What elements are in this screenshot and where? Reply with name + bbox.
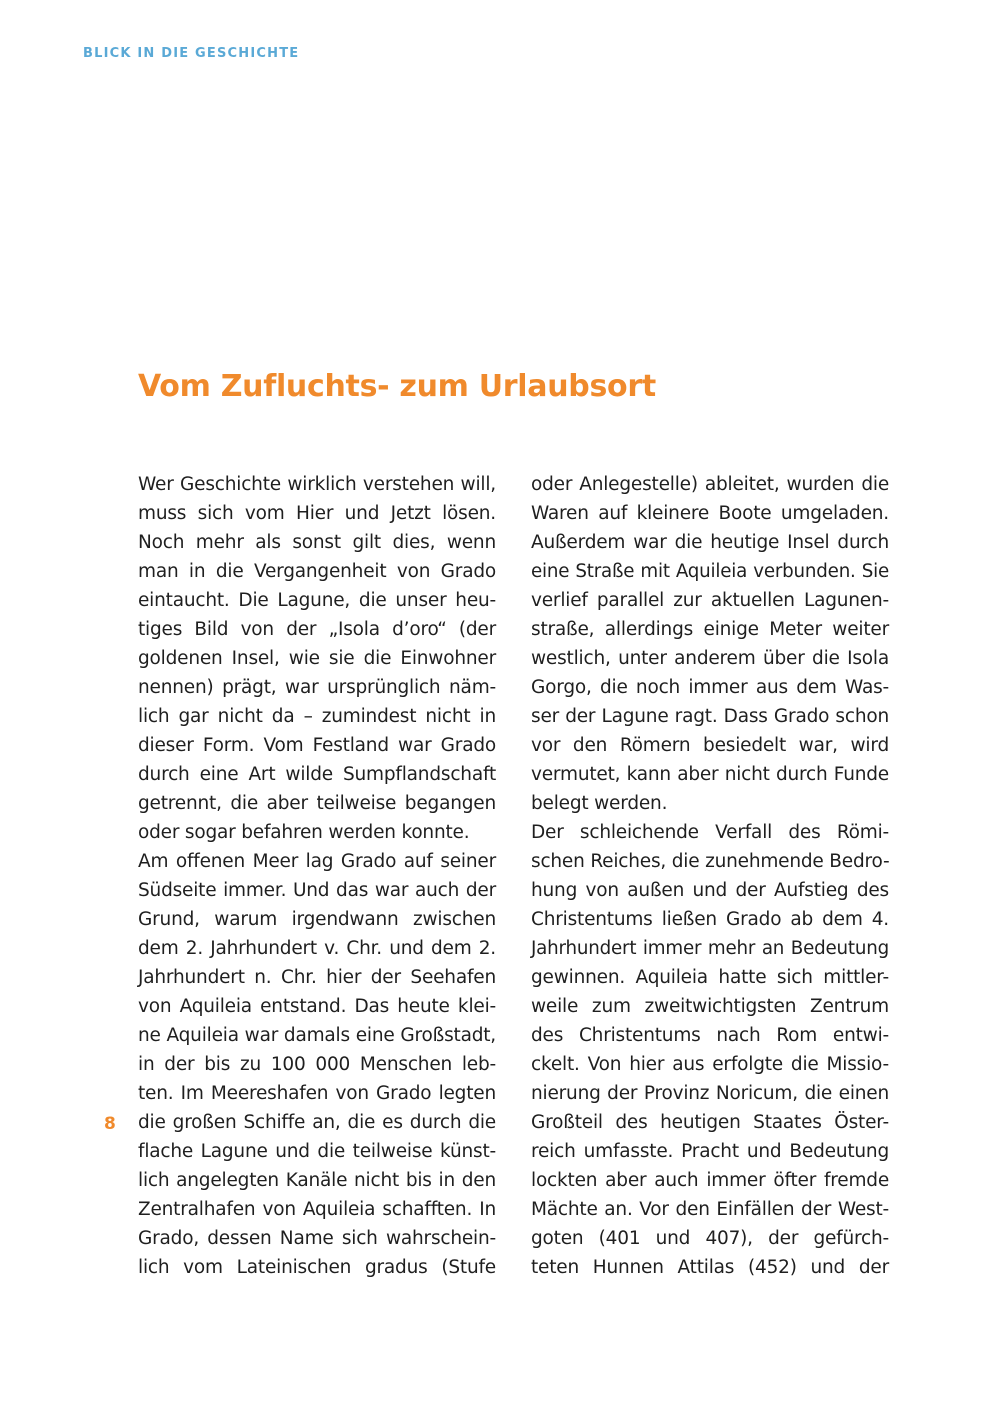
text-line: flache Lagune und die teilweise künst- [138,1141,496,1162]
text-line: ten. Im Meereshafen von Grado legten [138,1083,496,1104]
text-line: westlich, unter anderem über die Isola [531,648,889,669]
text-line: in der bis zu 100 000 Menschen leb- [138,1054,496,1075]
text-column-left [138,470,496,1282]
text-line: lich angelegten Kanäle nicht bis in den [138,1170,496,1191]
text-line: tiges Bild von der „Isola d’oro“ (der [138,619,496,640]
text-line: Waren auf kleinere Boote umgeladen. [531,503,889,524]
text-line: durch eine Art wilde Sumpflandschaft [138,764,496,785]
text-line: Gorgo, die noch immer aus dem Was- [531,677,889,698]
text-line: hung von außen und der Aufstieg des [531,880,889,901]
text-line: Noch mehr als sonst gilt dies, wenn [138,532,496,553]
text-line: Wer Geschichte wirklich verstehen will, [138,474,496,495]
text-line: Mächte an. Vor den Einfällen der West- [531,1199,889,1220]
text-line: nierung der Provinz Noricum, die einen [531,1083,889,1104]
text-line: Großteil des heutigen Staates Öster- [531,1112,889,1133]
text-line: gewinnen. Aquileia hatte sich mittler- [531,967,889,988]
text-line: Grado, dessen Name sich wahrschein- [138,1228,496,1249]
text-line: eine Straße mit Aquileia verbunden. Sie [531,561,889,582]
text-line: belegt werden. [531,793,668,814]
text-line: goldenen Insel, wie sie die Einwohner [138,648,496,669]
text-line: des Christentums nach Rom entwi- [531,1025,889,1046]
text-line: Südseite immer. Und das war auch der [138,880,496,901]
text-line: nennen) prägt, war ursprünglich näm- [138,677,496,698]
text-line: ne Aquileia war damals eine Großstadt, [138,1025,496,1046]
text-line: oder sogar befahren werden konnte. [138,822,470,843]
text-line: getrennt, die aber teilweise begangen [138,793,496,814]
page-number: 8 [104,1114,116,1134]
text-line: von Aquileia entstand. Das heute klei- [138,996,496,1017]
text-line: lich gar nicht da – zumindest nicht in [138,706,496,727]
text-line: lich vom Lateinischen gradus (Stufe [138,1257,496,1278]
text-line: Jahrhundert n. Chr. hier der Seehafen [138,967,496,988]
text-line: teten Hunnen Attilas (452) und der [531,1257,889,1278]
text-line: reich umfasste. Pracht und Bedeutung [531,1141,889,1162]
text-line: man in die Vergangenheit von Grado [138,561,496,582]
text-column-right [531,470,889,1282]
text-line: vor den Römern besiedelt war, wird [531,735,889,756]
text-line: Außerdem war die heutige Insel durch [531,532,889,553]
text-line: dem 2. Jahrhundert v. Chr. und dem 2. [138,938,496,959]
text-line: Am offenen Meer lag Grado auf seiner [138,851,496,872]
text-line: oder Anlegestelle) ableitet, wurden die [531,474,889,495]
text-line: muss sich vom Hier und Jetzt lösen. [138,503,496,524]
text-line: weile zum zweitwichtigsten Zentrum [531,996,889,1017]
text-line: Der schleichende Verfall des Römi- [531,822,889,843]
chapter-title: Vom Zufluchts- zum Urlaubsort [138,369,656,404]
text-line: straße, allerdings einige Meter weiter [531,619,889,640]
text-line: schen Reiches, die zunehmende Bedro- [531,851,890,872]
text-line: Jahrhundert immer mehr an Bedeutung [531,938,889,959]
text-line: Zentralhafen von Aquileia schafften. In [138,1199,496,1220]
text-line: Christentums ließen Grado ab dem 4. [531,909,889,930]
text-line: vermutet, kann aber nicht durch Funde [531,764,889,785]
text-line: ser der Lagune ragt. Dass Grado schon [531,706,889,727]
text-line: lockten aber auch immer öfter fremde [531,1170,889,1191]
text-line: ckelt. Von hier aus erfolgte die Missio- [531,1054,889,1075]
text-line: dieser Form. Vom Festland war Grado [138,735,496,756]
text-line: verlief parallel zur aktuellen Lagunen- [531,590,889,611]
text-line: eintaucht. Die Lagune, die unser heu- [138,590,496,611]
text-line: Grund, warum irgendwann zwischen [138,909,496,930]
running-header: BLICK IN DIE GESCHICHTE [83,46,300,61]
text-line: die großen Schiffe an, die es durch die [138,1112,496,1133]
text-line: goten (401 und 407), der gefürch- [531,1228,889,1249]
